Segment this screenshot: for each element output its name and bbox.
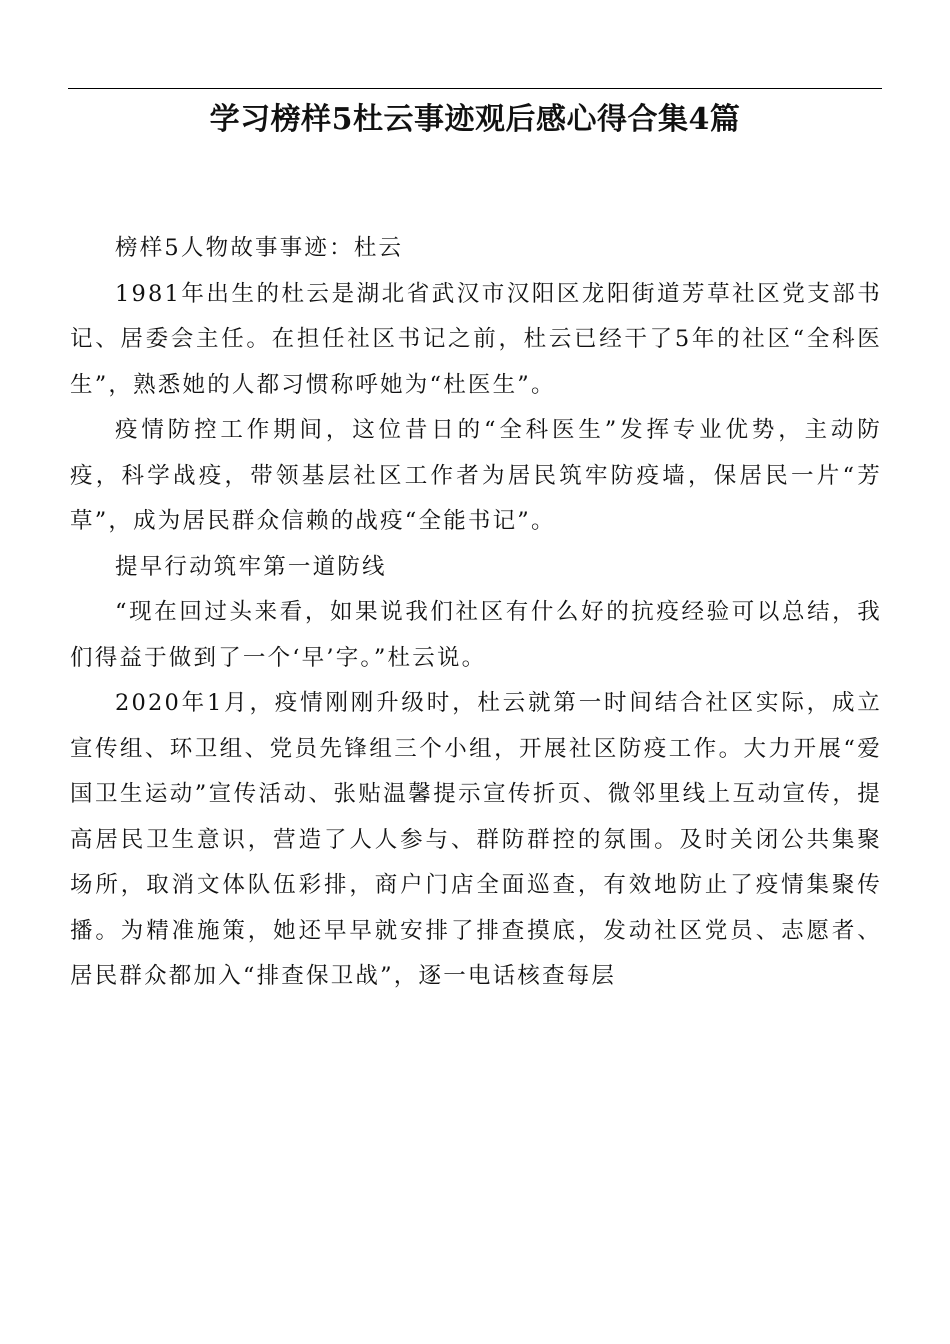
section-heading: 提早行动筑牢第一道防线 [115,553,387,580]
document-title: 学习榜样5杜云事迹观后感心得合集4篇 [209,102,741,137]
document-body [70,226,882,1000]
paragraph-actions: 2020年1月，疫情刚刚升级时，杜云就第一时间结合社区实际，成立宣传组、环卫组、党员先锋组三个小组，开展社区防疫工作。大力开展“爱国卫生运动”宣传活动、张贴温馨提示宣传折页、微邻里线上互动宣传，提高居民卫生意识，营造了人人参与、群防群控的氛围。及时关闭公共集聚场所，取消文体队伍彩排，商户门店全面巡查，有效地防止了疫情集聚传播。为精准施策，她还早早就安排了排查摸底，发动社区党员、志愿者、居民群众都加入“排查保卫战”，逐一电话核查每层 [70,690,882,989]
header-rule [68,88,882,89]
paragraph-role: 疫情防控工作期间，这位昔日的“全科医生”发挥专业优势，主动防疫，科学战疫，带领基层社区工作者为居民筑牢防疫墙，保居民一片“芳草”，成为居民群众信赖的战疫“全能书记”。 [70,417,882,534]
paragraph-subject: 榜样5人物故事事迹：杜云 [115,235,404,261]
paragraph-background: 1981年出生的杜云是湖北省武汉市汉阳区龙阳街道芳草社区党支部书记、居委会主任。在担任社区书记之前，杜云已经干了5年的社区“全科医生”，熟悉她的人都习惯称呼她为“杜医生”。 [70,280,882,398]
paragraph-quote: “现在回过头来看，如果说我们社区有什么好的抗疫经验可以总结，我们得益于做到了一个‘早’字。”杜云说。 [70,599,882,671]
